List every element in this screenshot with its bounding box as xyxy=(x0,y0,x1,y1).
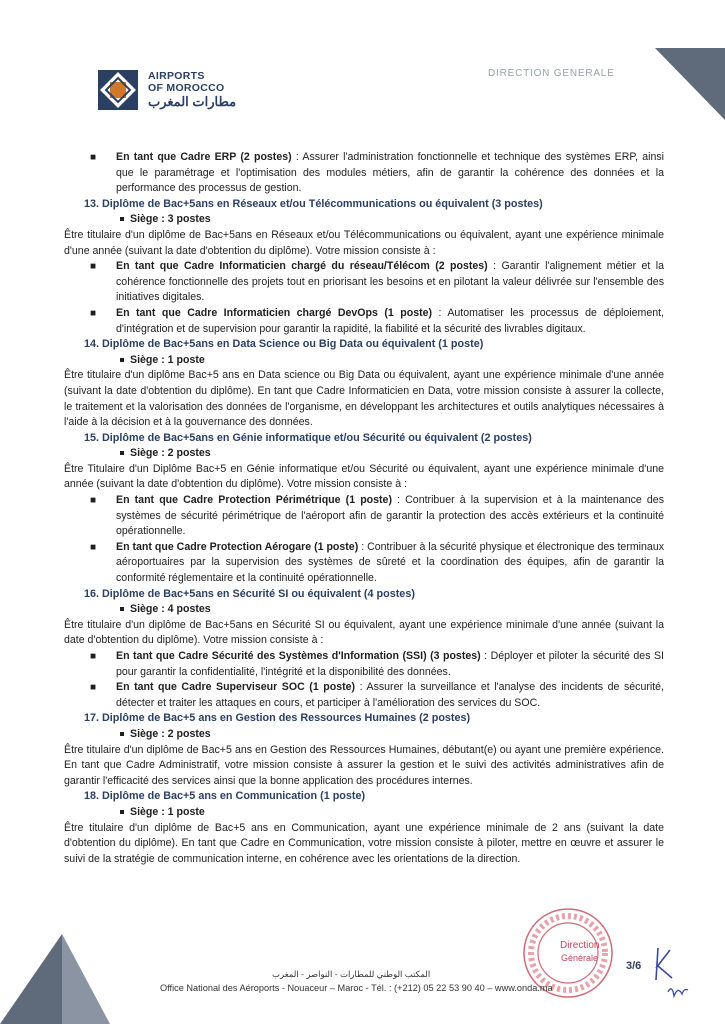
siege-line xyxy=(64,602,664,618)
corner-triangle-bottom-left xyxy=(0,914,110,1024)
item-title: En tant que Cadre Protection Périmétrique (1 poste) xyxy=(116,494,392,507)
square-bullet-icon xyxy=(120,217,124,221)
page-number: 3/6 xyxy=(626,960,642,972)
section-paragraph: Être titulaire d'un diplôme de Bac+5 ans en Gestion des Ressources Humaines, débutant(e) ou ayant une première expérience. En tant que Cadre Administratif, votre mission consiste à assurer la gestion et le suivi des activités administratives afin de garantir l'efficacité des services ainsi que la bonne application des procédures internes. xyxy=(64,743,664,787)
item-title: En tant que Cadre ERP (2 postes) xyxy=(116,151,292,163)
siege-text: Siège : 1 poste xyxy=(130,805,205,818)
siege-line xyxy=(64,805,664,821)
item-text: : Contribuer à la sécurité physique et électronique des terminaux aéroportuaires par la supervision des systèmes de sûreté et la coordination des équipes, afin de garantir la conformité réglementaire et la continuité opérationnelle. xyxy=(116,540,665,585)
list-item xyxy=(64,540,664,587)
item-title: En tant que Cadre Informaticien chargé DevOps (1 poste) xyxy=(116,306,433,319)
siege-line xyxy=(64,212,664,228)
square-bullet-icon xyxy=(120,358,124,362)
siege-text: Siège : 4 postes xyxy=(130,603,211,616)
item-text: : Garantir l'alignement métier et la cohérence fonctionnelle des projets tout en priorisant les besoins et en pilotant la valeur délivrée sur l'ensemble des initiatives digitales. xyxy=(116,260,664,304)
square-bullet-icon xyxy=(120,732,124,736)
item-text: : Déployer et piloter la sécurité des SI pour garantir la confidentialité, l'intégrité et la disponibilité des données. xyxy=(116,650,664,678)
document-body xyxy=(64,150,664,867)
bullet-icon: ■ xyxy=(90,682,97,694)
siege-text: Siège : 2 postes xyxy=(130,727,211,740)
corner-triangle-top-right xyxy=(655,0,725,120)
stamp-text-line-1: Direction xyxy=(560,940,600,951)
signature-icon xyxy=(648,940,708,1010)
footer-address: Office National des Aéroports - Nouaceur – Maroc - Tél. : (+212) 05 22 53 90 40 – www.onda.ma xyxy=(160,983,553,993)
footer-arabic: المكتب الوطني للمطارات - النواصر - المغرب xyxy=(272,969,431,979)
section-heading: 14. Diplôme de Bac+5ans en Data Science ou Big Data ou équivalent (1 poste) xyxy=(84,338,484,351)
bullet-icon: ■ xyxy=(90,495,97,507)
section-paragraph: Être titulaire d'un diplôme de Bac+5ans en Sécurité SI ou équivalent, ayant une expérience minimale d'une année (suivant la date d'obtention du diplôme). Votre mission consiste à : xyxy=(64,618,664,647)
siege-line xyxy=(64,446,664,462)
siege-line xyxy=(64,353,664,369)
bullet-icon: ■ xyxy=(90,261,97,273)
siege-text: Siège : 2 postes xyxy=(130,447,211,460)
item-text: : Contribuer à la supervision et à la maintenance des systèmes de sécurité périmétrique de l'aéroport afin de garantir la protection des accès extérieurs et la continuité opérationnelle. xyxy=(116,494,664,538)
sections-container xyxy=(64,197,664,868)
square-bullet-icon xyxy=(120,607,124,611)
list-item xyxy=(64,493,664,540)
siege-line xyxy=(64,727,664,743)
item-text: : Assurer l'administration fonctionnelle et technique des systèmes ERP, ainsi que le paramétrage et l'optimisation des modules métiers, afin de garantir la cohérence des données et la performance des processus de gestion. xyxy=(116,151,664,195)
item-title: En tant que Cadre Superviseur SOC (1 poste) xyxy=(116,681,356,694)
header-section-label: DIRECTION GENERALE xyxy=(488,68,615,79)
bullet-icon: ■ xyxy=(90,541,97,553)
list-item xyxy=(64,259,664,306)
list-item xyxy=(64,680,664,711)
item-text: : Automatiser les processus de déploiement, d'intégration et de supervision pour garantir la rapidité, la fiabilité et la sécurité des livrables digitaux. xyxy=(116,306,664,335)
siege-text: Siège : 3 postes xyxy=(130,213,211,226)
logo-name-line-2: OF MOROCCO xyxy=(148,82,225,94)
bullet-icon: ■ xyxy=(90,651,97,662)
section-paragraph: Être titulaire d'un diplôme Bac+5 ans en Data science ou Big Data ou équivalent, ayant une expérience minimale d'une année (suivant la date d'obtention du diplôme). En tant que Cadre Informaticien en Data, votre mission consiste à assurer la collecte, le traitement et la valorisation des données de l'organisme, en développant les architectures et outils analytiques nécessaires à l'aide à la décision et à la gouvernance des données. xyxy=(64,369,664,429)
item-title: En tant que Cadre Sécurité des Systèmes d'Information (SSI) (3 postes) xyxy=(116,650,481,662)
siege-text: Siège : 1 poste xyxy=(130,353,205,366)
item-title: En tant que Cadre Informaticien chargé du réseau/Télécom (2 postes) xyxy=(116,260,488,273)
section-heading: 13. Diplôme de Bac+5ans en Réseaux et/ou Télécommunications ou équivalent (3 postes) xyxy=(84,197,543,210)
organization-logo xyxy=(96,68,476,116)
list-item xyxy=(64,306,664,337)
section-paragraph: Être Titulaire d'un Diplôme Bac+5 en Génie informatique et/ou Sécurité ou équivalent, ayant une expérience minimale d'une année (suivant la date d'obtention du diplôme). Votre mission consiste à : xyxy=(64,462,664,491)
airports-of-morocco-logo-icon xyxy=(96,68,140,112)
section-heading: 17. Diplôme de Bac+5 ans en Gestion des Ressources Humaines (2 postes) xyxy=(84,712,471,725)
square-bullet-icon xyxy=(120,451,124,455)
section-heading: 18. Diplôme de Bac+5 ans en Communication (1 poste) xyxy=(84,790,366,803)
section-heading: 15. Diplôme de Bac+5ans en Génie informatique et/ou Sécurité ou équivalent (2 postes) xyxy=(84,431,532,444)
logo-text xyxy=(148,70,236,108)
list-item xyxy=(64,649,664,680)
item-text: : Assurer la surveillance et l'analyse des incidents de sécurité, détecter et traiter les attaques en cours, et participer à l'amélioration des services du SOC. xyxy=(116,681,664,709)
square-bullet-icon xyxy=(120,810,124,814)
stamp-text-line-2: Générale xyxy=(561,953,599,963)
logo-name-arabic: مطارات المغرب xyxy=(148,94,237,109)
bullet-icon: ■ xyxy=(90,152,97,163)
logo-name-line-1: AIRPORTS xyxy=(148,70,205,82)
list-item xyxy=(64,150,664,197)
bullet-icon: ■ xyxy=(90,307,97,319)
item-title: En tant que Cadre Protection Aérogare (1 poste) xyxy=(116,540,359,553)
section-heading: 16. Diplôme de Bac+5ans en Sécurité SI ou équivalent (4 postes) xyxy=(84,587,415,600)
section-paragraph: Être titulaire d'un diplôme de Bac+5 ans en Communication, ayant une expérience minimale de 2 ans (suivant la date d'obtention du diplôme). En tant que Cadre en Communication, votre mission consiste à piloter, mettre en œuvre et assurer le suivi de la stratégie de communication interne, en cohérence avec les orientations de la direction. xyxy=(64,821,664,865)
section-paragraph: Être titulaire d'un diplôme de Bac+5ans en Réseaux et/ou Télécommunications ou équivalent, ayant une expérience minimale d'une année (suivant la date d'obtention du diplôme). Votre mission consiste à : xyxy=(64,228,664,257)
